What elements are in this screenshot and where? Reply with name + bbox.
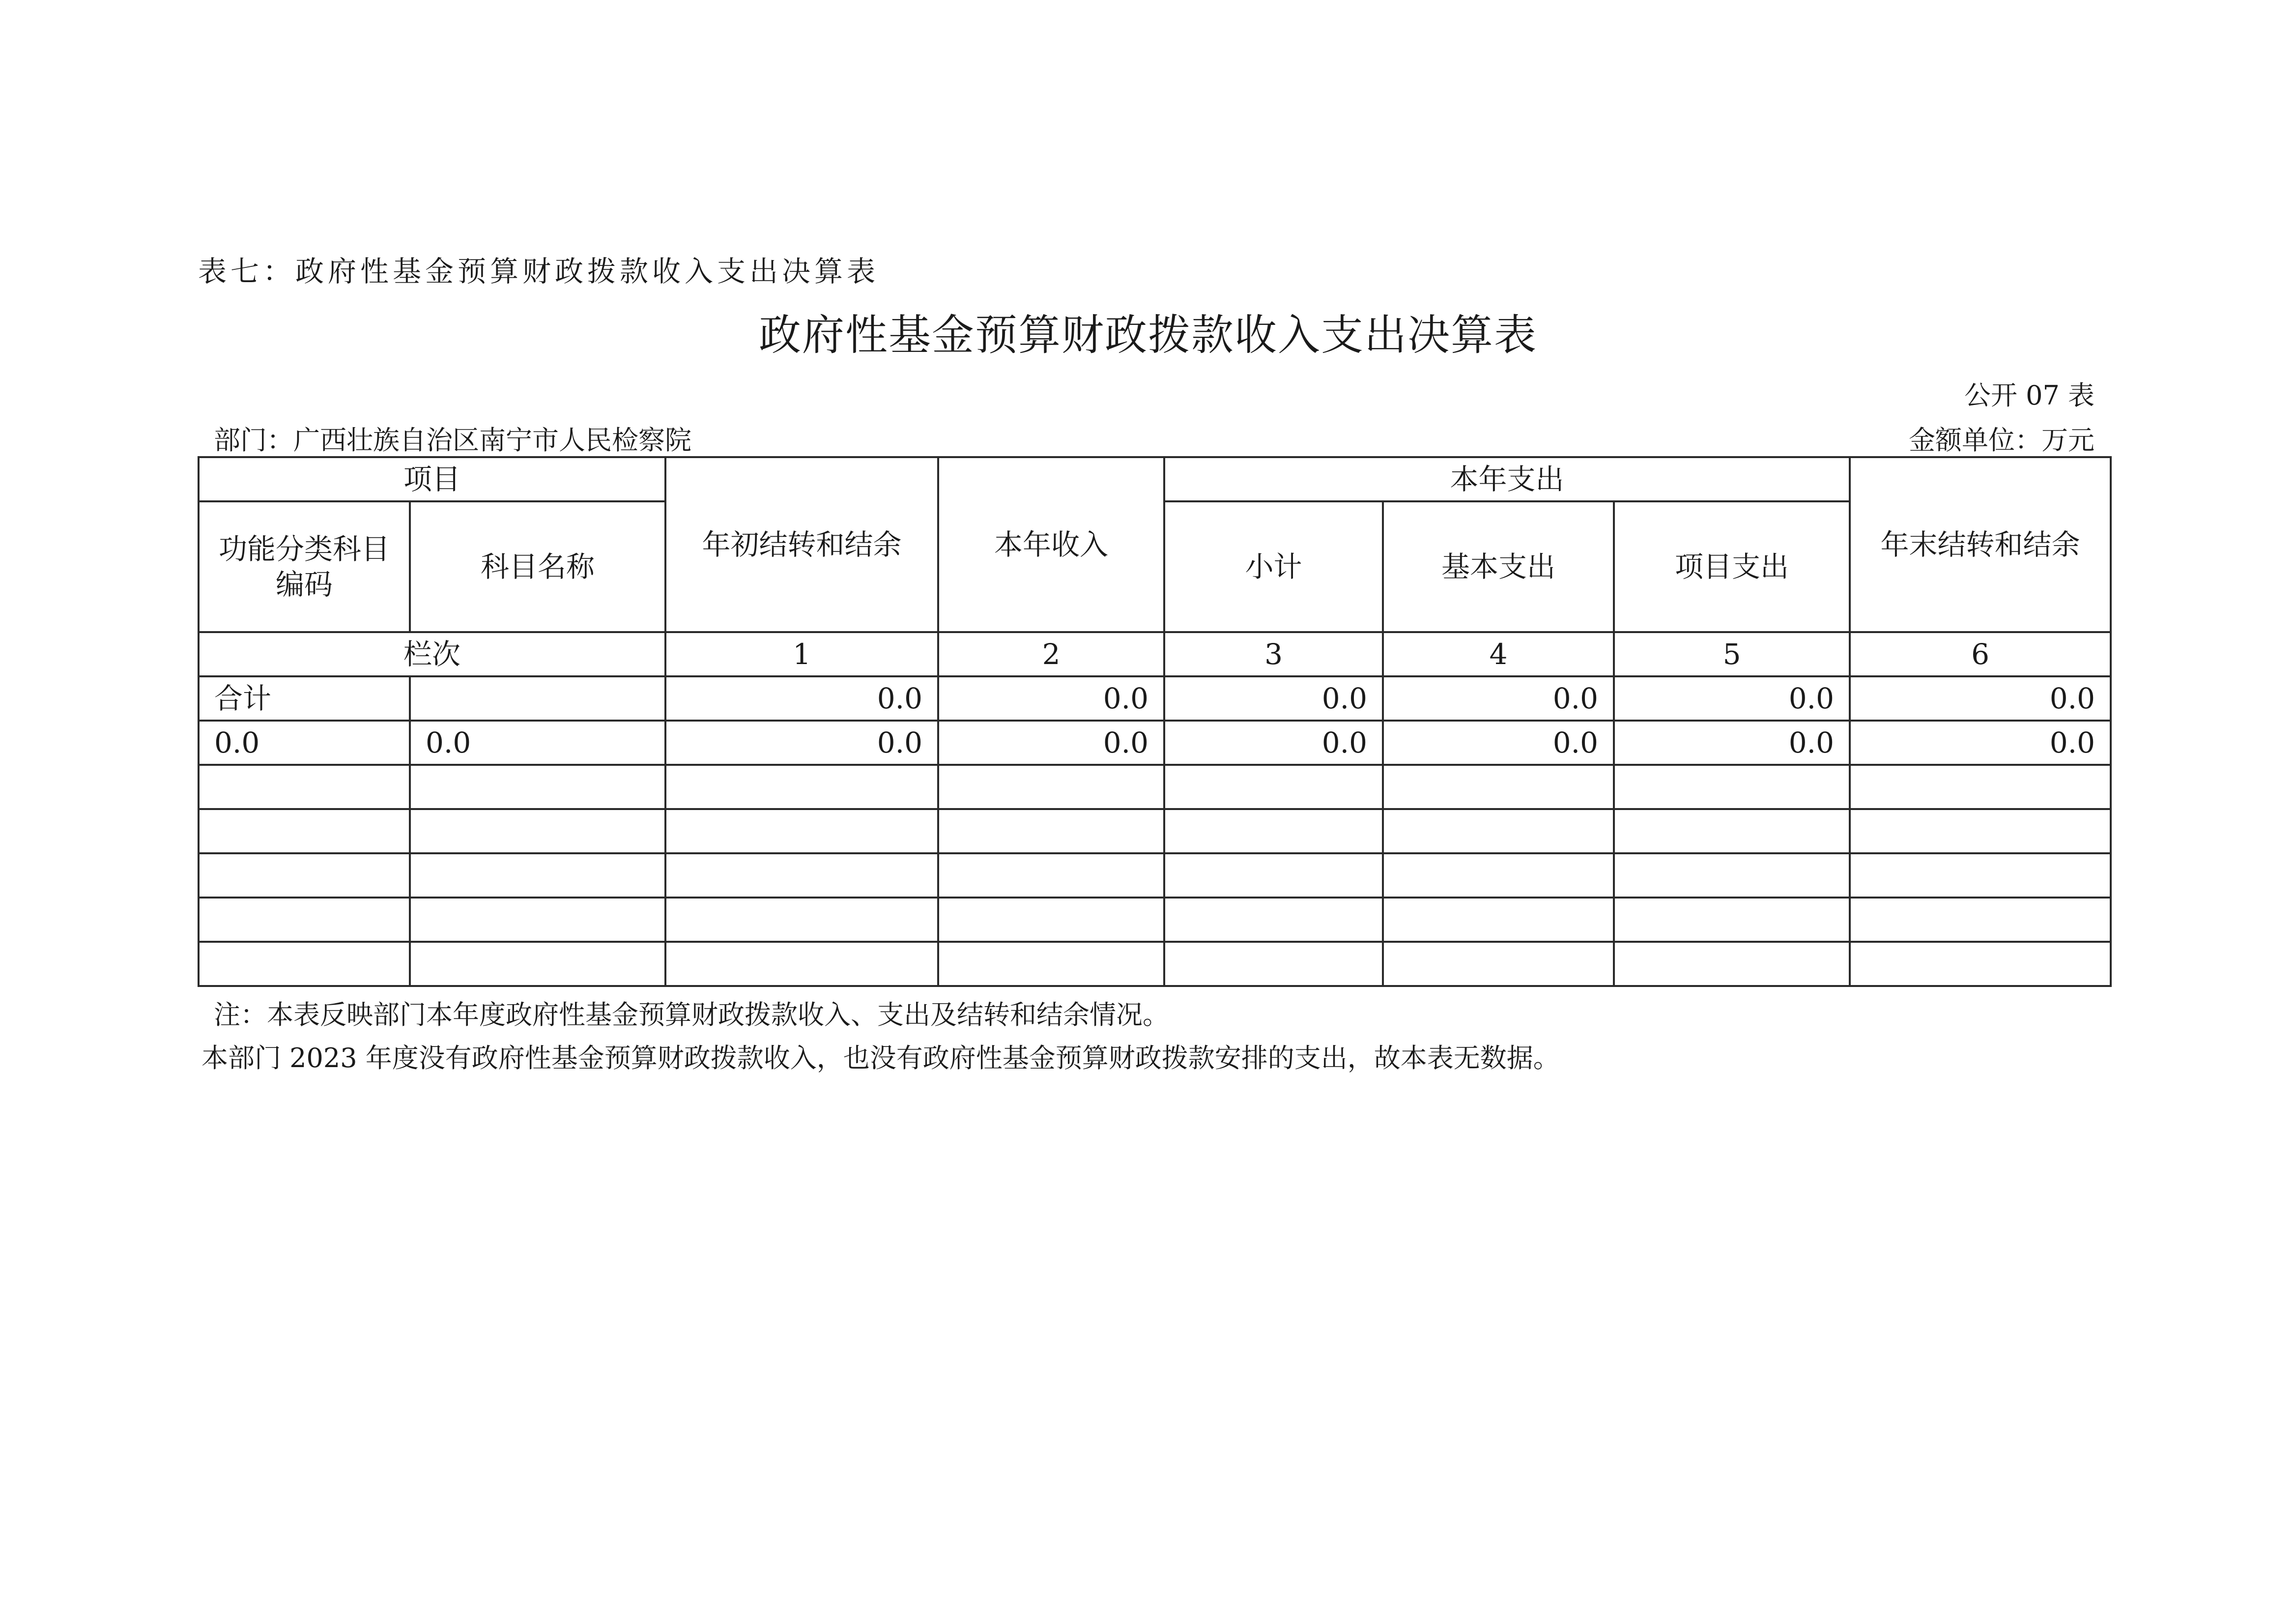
value-cell: 0.0 <box>1614 676 1850 721</box>
row-name: 0.0 <box>410 721 665 765</box>
index-cell: 6 <box>1850 632 2111 676</box>
empty-cell <box>938 765 1164 809</box>
empty-cell <box>665 765 938 809</box>
empty-cell <box>938 942 1164 986</box>
empty-cell <box>1614 765 1850 809</box>
header-item-group: 项目 <box>199 457 665 501</box>
empty-cell <box>1614 853 1850 898</box>
empty-cell <box>199 853 410 898</box>
empty-row <box>199 898 2111 942</box>
empty-cell <box>665 898 938 942</box>
index-cell: 2 <box>938 632 1164 676</box>
empty-cell <box>665 853 938 898</box>
empty-cell <box>1164 853 1383 898</box>
empty-row <box>199 765 2111 809</box>
empty-cell <box>1850 809 2111 853</box>
budget-table <box>198 456 2112 987</box>
header-begin-balance: 年初结转和结余 <box>665 457 938 632</box>
empty-cell <box>1383 809 1614 853</box>
empty-cell <box>1383 765 1614 809</box>
empty-cell <box>938 809 1164 853</box>
header-project: 项目支出 <box>1614 501 1850 632</box>
empty-cell <box>1164 809 1383 853</box>
value-cell: 0.0 <box>665 676 938 721</box>
index-row <box>199 632 2111 676</box>
empty-cell <box>1614 942 1850 986</box>
value-cell: 0.0 <box>1614 721 1850 765</box>
index-cell: 3 <box>1164 632 1383 676</box>
form-code: 公开 07 表 <box>1964 380 2095 411</box>
value-cell: 0.0 <box>665 721 938 765</box>
value-cell: 0.0 <box>1164 676 1383 721</box>
empty-cell <box>1164 898 1383 942</box>
empty-cell <box>1164 942 1383 986</box>
footnote: 注：本表反映部门本年度政府性基金预算财政拨款收入、支出及结转和结余情况。 <box>214 999 1169 1030</box>
empty-cell <box>1614 809 1850 853</box>
empty-cell <box>1383 853 1614 898</box>
header-subtotal: 小计 <box>1164 501 1383 632</box>
empty-cell <box>1164 765 1383 809</box>
empty-cell <box>410 765 665 809</box>
index-cell: 1 <box>665 632 938 676</box>
empty-cell <box>1850 853 2111 898</box>
index-cell: 5 <box>1614 632 1850 676</box>
index-label: 栏次 <box>199 632 665 676</box>
empty-cell <box>665 942 938 986</box>
department-label: 部门：广西壮族自治区南宁市人民检察院 <box>214 425 691 456</box>
table-label: 表七：政府性基金预算财政拨款收入支出决算表 <box>198 255 880 288</box>
empty-row <box>199 809 2111 853</box>
value-cell: 0.0 <box>1383 676 1614 721</box>
value-cell: 0.0 <box>1164 721 1383 765</box>
empty-cell <box>199 898 410 942</box>
empty-cell <box>938 898 1164 942</box>
empty-cell <box>199 765 410 809</box>
empty-cell <box>938 853 1164 898</box>
no-data-statement: 本部门 2023 年度没有政府性基金预算财政拨款收入，也没有政府性基金预算财政拨款安排的支出，故本表无数据。 <box>201 1043 1560 1073</box>
value-cell: 0.0 <box>1850 721 2111 765</box>
row-name <box>410 676 665 721</box>
unit-label: 金额单位：万元 <box>1909 425 2095 456</box>
empty-cell <box>199 809 410 853</box>
page-title: 政府性基金预算财政拨款收入支出决算表 <box>759 311 1537 360</box>
table-row-total <box>199 676 2111 721</box>
index-cell: 4 <box>1383 632 1614 676</box>
header-code: 功能分类科目编码 <box>199 501 410 632</box>
row-code: 0.0 <box>199 721 410 765</box>
empty-row <box>199 942 2111 986</box>
empty-cell <box>1614 898 1850 942</box>
empty-cell <box>410 898 665 942</box>
row-code: 合计 <box>199 676 410 721</box>
header-name: 科目名称 <box>410 501 665 632</box>
header-end-balance: 年末结转和结余 <box>1850 457 2111 632</box>
table-row <box>199 721 2111 765</box>
empty-row <box>199 853 2111 898</box>
value-cell: 0.0 <box>938 676 1164 721</box>
empty-cell <box>410 809 665 853</box>
empty-cell <box>1383 898 1614 942</box>
empty-cell <box>1850 898 2111 942</box>
header-expense-group: 本年支出 <box>1164 457 1850 501</box>
empty-cell <box>410 942 665 986</box>
value-cell: 0.0 <box>1850 676 2111 721</box>
header-income: 本年收入 <box>938 457 1164 632</box>
empty-cell <box>1850 942 2111 986</box>
value-cell: 0.0 <box>1383 721 1614 765</box>
header-basic: 基本支出 <box>1383 501 1614 632</box>
empty-cell <box>199 942 410 986</box>
empty-cell <box>1850 765 2111 809</box>
value-cell: 0.0 <box>938 721 1164 765</box>
empty-cell <box>410 853 665 898</box>
empty-cell <box>665 809 938 853</box>
empty-cell <box>1383 942 1614 986</box>
